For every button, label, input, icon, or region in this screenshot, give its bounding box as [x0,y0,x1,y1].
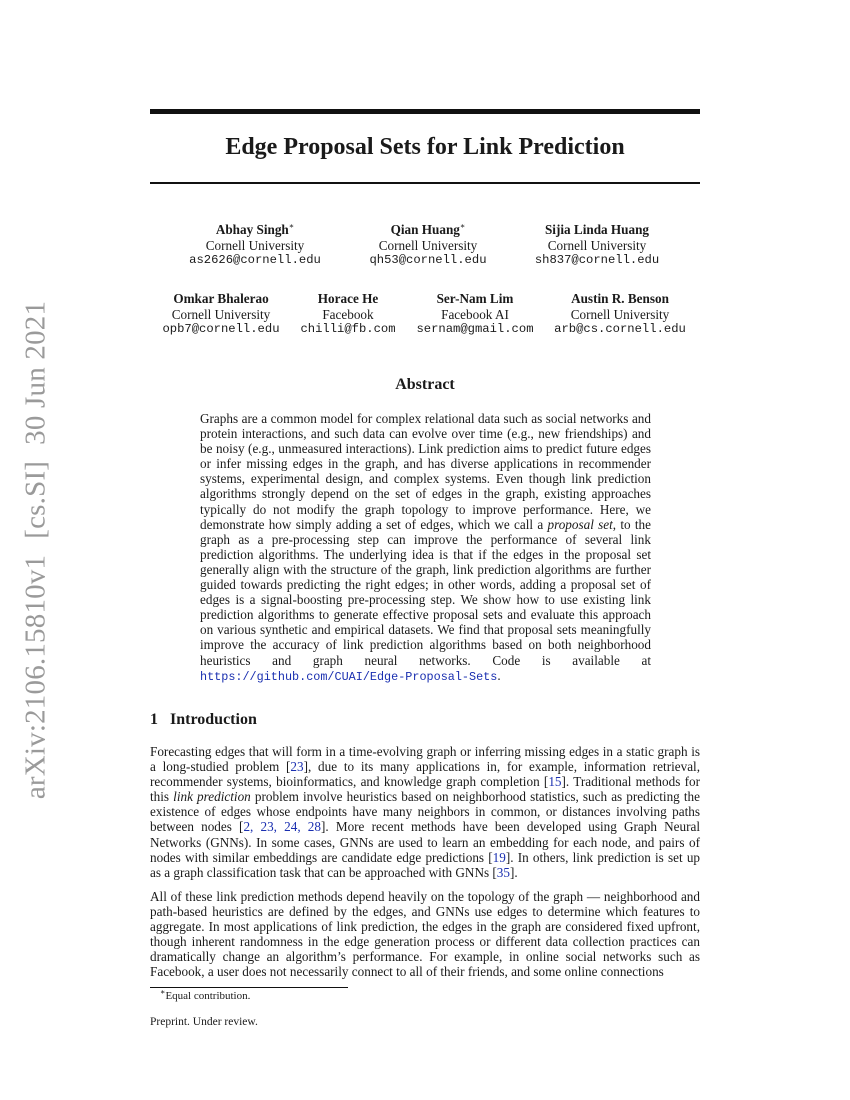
author-name: Qian Huang [390,222,460,237]
arxiv-category: [cs.SI] [19,460,52,539]
abstract-body [200,411,651,685]
author-block [189,222,321,269]
paper-title: Edge Proposal Sets for Link Prediction [225,134,625,160]
author-affiliation: Cornell University [547,237,647,253]
citation-link[interactable]: 35 [496,864,510,880]
paragraph-text: ]. In others, link prediction is set up as a graph classification task that can be approached with GNNs [ [150,849,701,880]
author-block [554,291,686,338]
author-email[interactable]: opb7@cornell.edu [162,322,280,336]
footnote-rule [150,987,348,988]
author-name: Sijia Linda Huang [544,222,650,237]
equal-contribution-mark: ∗ [459,221,466,231]
citation-link[interactable]: 15 [548,774,562,790]
author-affiliation: Cornell University [171,306,271,322]
author-email[interactable]: sernam@gmail.com [416,322,534,336]
author-affiliation: Cornell University [378,237,478,253]
code-link[interactable]: https://github.com/CUAI/Edge-Proposal-Sets [200,669,498,684]
author-affiliation: Cornell University [570,306,670,322]
arxiv-date: 30 Jun 2021 [19,300,52,445]
arxiv-id: arXiv:2106.15810v1 [19,554,52,800]
author-name: Horace He [317,291,379,306]
paragraph-emphasis: link prediction [173,789,251,805]
preprint-note: Preprint. Under review. [150,1016,258,1028]
intro-paragraph: All of these link prediction methods depend heavily on the topology of the graph — neighborhood and path-based heuristics are defined by the edges, and GNNs use edges to determine which features to aggregate. In most applications of link prediction, the edges in the graph are considered fixed upfront, though inherent randomness in the edge generation process or different data collection practices can dramatically change an algorithm’s performance. For example, in online social networks such as Facebook, a user does not necessarily connect to all of their friends, and some online connections [150,889,700,980]
author-email[interactable]: arb@cs.cornell.edu [554,322,686,336]
paragraph-text: ]. [509,864,518,880]
author-affiliation: Facebook AI [441,306,509,322]
intro-paragraph [150,744,700,880]
author-affiliation: Facebook [322,306,374,322]
paragraph-text: ], due to its many applications in, for example, information retrieval, recommender systems, bioinformatics, and knowledge graph completion [ [150,759,701,790]
abstract-text: Graphs are a common model for complex relational data such as social networks and protein interactions, and such data can evolve over time (e.g., new friendships) and be noisy (e.g., unmeasured interactions). Link prediction aims to predict future edges or infer missing edges in the graph, and has diverse applications in recommender systems, experimental design, and complex systems. Even though link prediction algorithms strongly depend on the set of edges in the graph, existing approaches typically do not modify the graph topology to improve performance. Here, we demonstrate how simply adding a set of edges, which we call a [200,411,651,532]
author-email[interactable]: chilli@fb.com [300,322,396,336]
author-email[interactable]: qh53@cornell.edu [369,253,487,267]
paragraph-text: ]. Traditional methods for this [150,774,700,805]
arxiv-stamp [20,285,53,799]
citation-link[interactable]: 23 [290,759,304,775]
author-name: Abhay Singh [215,222,289,237]
title-top-rule [150,109,700,114]
abstract-emphasis: proposal set [547,516,613,532]
abstract-heading: Abstract [395,376,455,393]
section-heading [150,711,257,729]
section-number: 1 [150,711,158,728]
paragraph-text: Forecasting edges that will form in a time-evolving graph or inferring missing edges in a static graph is a long-studied problem [ [150,744,700,775]
footnote-text: Equal contribution. [165,990,251,1002]
author-name: Omkar Bhalerao [173,291,269,306]
author-email[interactable]: as2626@cornell.edu [189,253,321,267]
equal-contribution-mark: ∗ [288,221,295,231]
paragraph-text: problem involve heuristics based on neighborhood statistics, such as predicting the existence of edges whose endpoints have many neighbors in common, or distances involving paths between nodes [ [150,789,700,835]
footnote [160,987,251,1002]
citation-link[interactable]: 19 [492,849,506,865]
author-block [535,222,659,269]
paragraph-text: ]. More recent methods have been developed using Graph Neural Networks (GNNs). In some cases, GNNs are used to learn an embedding for each node, and pairs of nodes with similar embeddings are candidate edge predictions [ [150,819,701,865]
author-name: Ser-Nam Lim [436,291,514,306]
abstract-text: . [497,667,501,683]
author-block [416,291,533,338]
section-title: Introduction [170,711,257,728]
citation-link[interactable]: 2, 23, 24, 28 [243,819,321,835]
author-block [369,222,486,269]
author-block [300,291,395,338]
abstract-text: , to the graph as a pre-processing step can improve the performance of several link prediction algorithms. The underlying idea is that if the edges in the proposal set generally align with the structure of the graph, link prediction algorithms are further guided towards predicting the right edges; in other words, adding a proposal set of edges is a signal-boosting pre-processing step. We show how to use existing link prediction algorithms to generate effective proposal sets and evaluate this approach on various synthetic and empirical datasets. We find that proposal sets meaningfully improve the accuracy of link prediction algorithms based on both neighborhood heuristics and graph neural networks. Code is available at [200,516,651,668]
author-affiliation: Cornell University [205,237,305,253]
author-email[interactable]: sh837@cornell.edu [534,253,660,267]
author-block [162,291,279,338]
footnote-mark: ∗ [160,987,166,997]
title-bottom-rule [150,182,700,184]
author-name: Austin R. Benson [571,291,669,306]
